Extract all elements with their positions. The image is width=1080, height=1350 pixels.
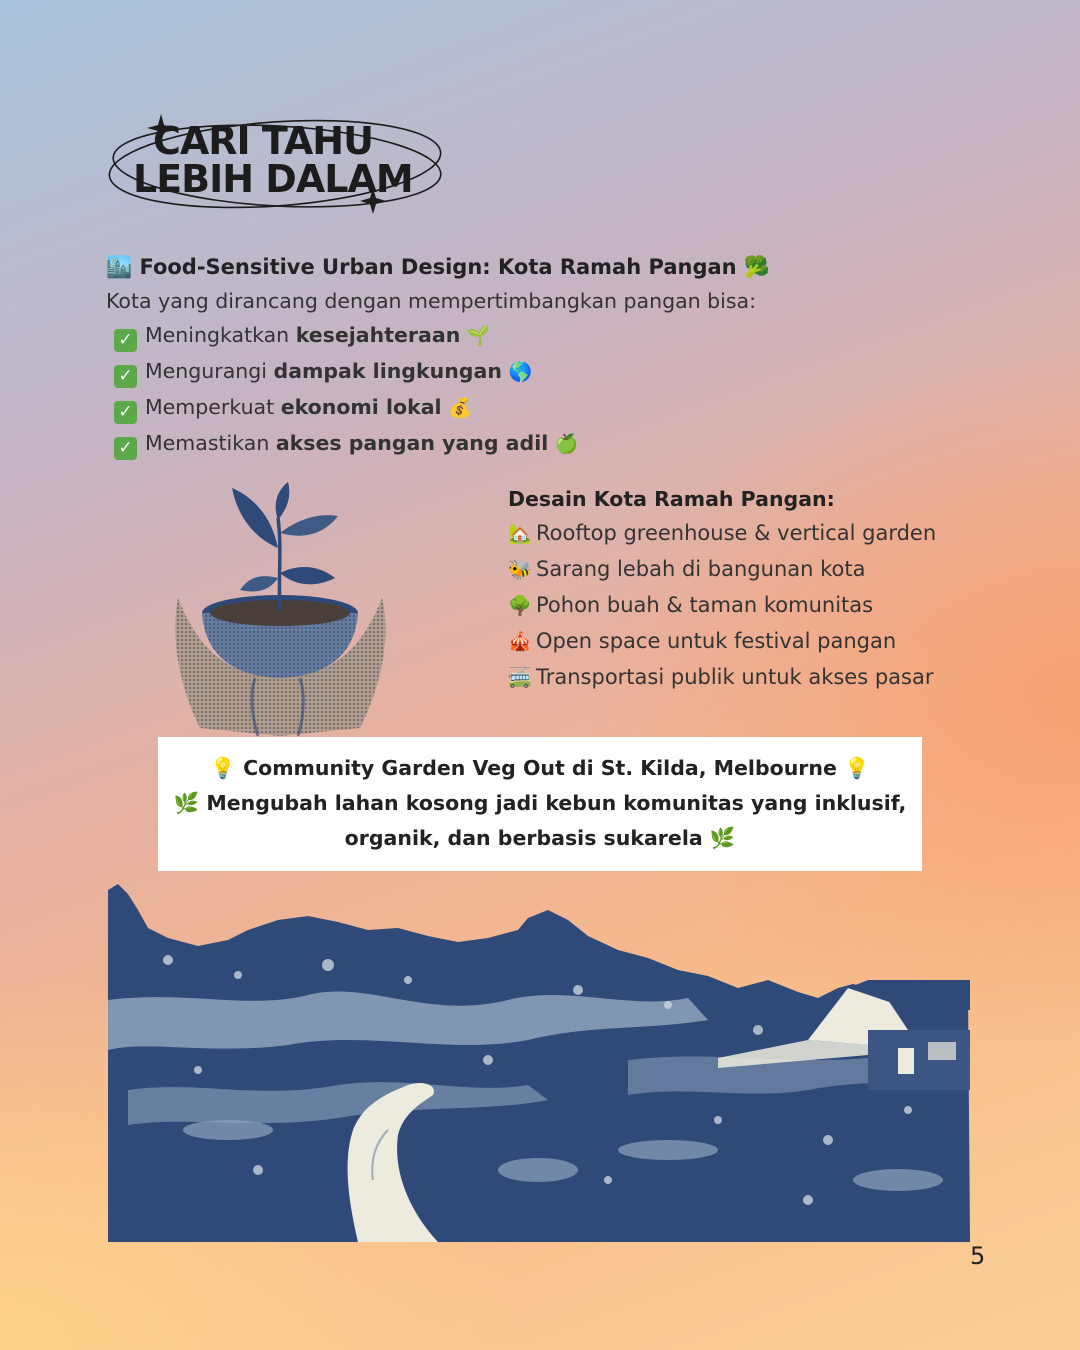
design-list-section [508,482,1028,696]
page-title [133,119,413,201]
check-icon: ✓ [114,437,137,460]
design-heading: Desain Kota Ramah Pangan: [508,487,835,511]
callout-text-line-2: organik, dan berbasis sukarela 🌿 [344,826,736,850]
bee-icon: 🐝 [508,559,532,581]
section-subtitle: Kota yang dirancang dengan mempertimbangkan pangan bisa: [106,289,757,313]
section-heading: 🏙️ Food-Sensitive Urban Design: Kota Ramah Pangan 🥦 [106,255,771,279]
house-garden-icon: 🏡 [508,523,532,545]
callout-text-line-1: 🌿 Mengubah lahan kosong jadi kebun komunitas yang inklusif, [173,791,907,815]
trolleybus-icon: 🚎 [508,667,532,689]
list-item: 🏡 Rooftop greenhouse & vertical garden [508,516,1028,552]
list-item: ✓ Memastikan akses pangan yang adil 🍏 [114,426,986,462]
benefit-list [106,318,986,462]
plant-in-hands-image [160,478,400,738]
design-list [508,516,1028,696]
check-icon: ✓ [114,365,137,388]
seedling-icon: 🌱 [466,325,491,347]
list-item: 🎪 Open space untuk festival pangan [508,624,1028,660]
callout-title: 💡 Community Garden Veg Out di St. Kilda, Melbourne 💡 [210,756,870,780]
list-item: ✓ Memperkuat ekonomi lokal 💰 [114,390,986,426]
globe-icon: 🌎 [508,361,533,383]
list-item: ✓ Mengurangi dampak lingkungan 🌎 [114,354,986,390]
title-line-2: LEBIH DALAM [133,157,413,201]
list-item: 🚎 Transportasi publik untuk akses pasar [508,660,1028,696]
community-garden-image [108,880,970,1242]
title-badge [105,108,450,218]
intro-section [106,250,986,462]
money-bag-icon: 💰 [448,397,472,419]
check-icon: ✓ [114,401,137,424]
circus-tent-icon: 🎪 [508,631,532,653]
tree-icon: 🌳 [508,595,532,617]
callout-box [158,737,922,871]
page-number: 5 [970,1242,986,1270]
list-item: 🌳 Pohon buah & taman komunitas [508,588,1028,624]
list-item: ✓ Meningkatkan kesejahteraan 🌱 [114,318,986,354]
title-line-1: CARI TAHU [153,119,373,163]
check-icon: ✓ [114,329,137,352]
apple-icon: 🍏 [554,433,579,455]
list-item: 🐝 Sarang lebah di bangunan kota [508,552,1028,588]
